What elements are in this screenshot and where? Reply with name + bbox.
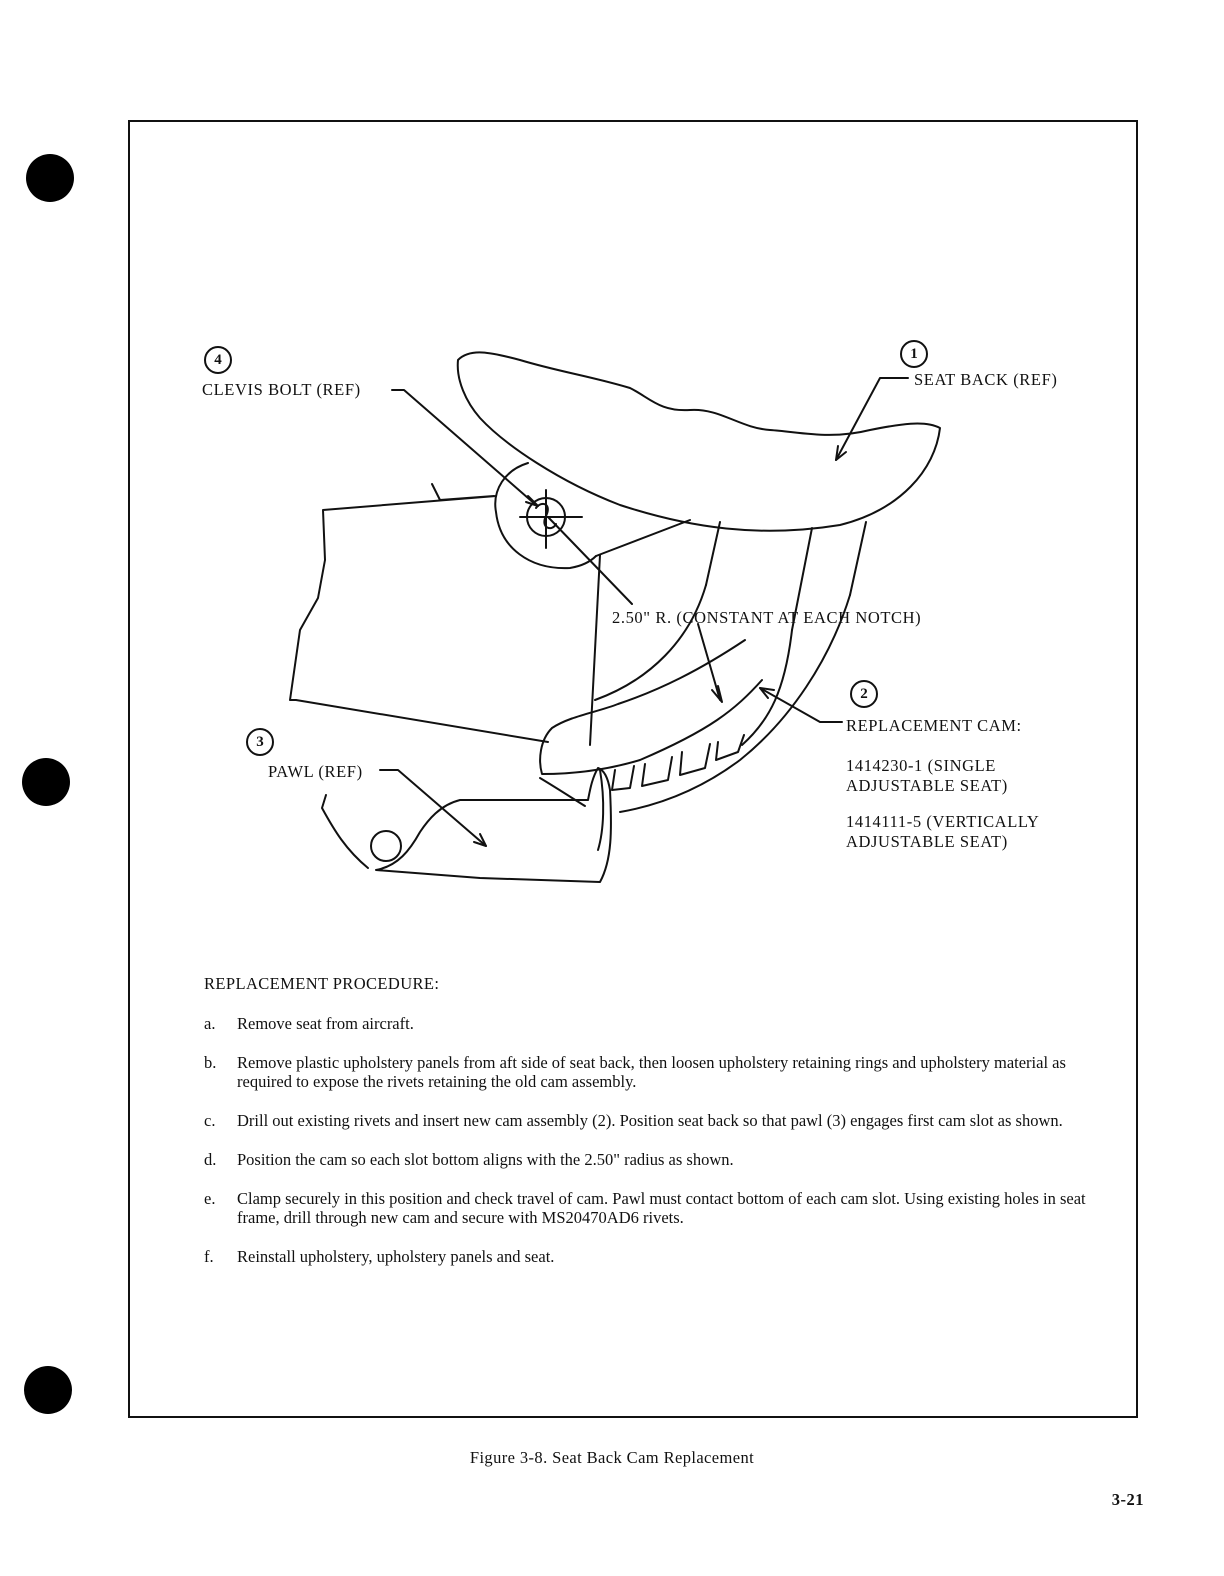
step-key: c. [204, 1111, 216, 1130]
step-text: Reinstall upholstery, upholstery panels and seat. [237, 1247, 555, 1266]
procedure-step [204, 1189, 1094, 1227]
step-text: Position the cam so each slot bottom aligns with the 2.50" radius as shown. [237, 1150, 734, 1169]
part-number-1-line1: 1414230-1 (SINGLE [846, 756, 996, 775]
step-text: Remove plastic upholstery panels from aft side of seat back, then loosen upholstery retaining rings and upholstery material as required to expose the rivets retaining the old cam assembly. [237, 1053, 1066, 1091]
replacement-procedure [204, 974, 1094, 1286]
leader-seat-back [836, 378, 908, 460]
callout-1: 1 [900, 340, 928, 368]
part-number-2-line1: 1414111-5 (VERTICALLY [846, 812, 1040, 831]
figure-caption: Figure 3-8. Seat Back Cam Replacement [469, 1448, 755, 1467]
replacement-cam [540, 640, 762, 774]
seat-back-label: SEAT BACK (REF) [914, 370, 1058, 389]
step-text: Remove seat from aircraft. [237, 1014, 414, 1033]
callout-3: 3 [246, 728, 274, 756]
procedure-step [204, 1247, 1094, 1266]
page-number: 3-21 [1111, 1490, 1144, 1509]
procedure-step [204, 1111, 1094, 1130]
part-number-1-line2: ADJUSTABLE SEAT) [846, 776, 1008, 795]
callout-4: 4 [204, 346, 232, 374]
seat-frame [290, 484, 548, 742]
procedure-step [204, 1014, 1094, 1033]
pawl-pivot-hole [371, 831, 401, 861]
radius-note: 2.50" R. (CONSTANT AT EACH NOTCH) [612, 608, 922, 627]
step-text: Drill out existing rivets and insert new cam assembly (2). Position seat back so that pawl (3) engages first cam slot as shown. [237, 1111, 1063, 1130]
callout-2: 2 [850, 680, 878, 708]
procedure-title: REPLACEMENT PROCEDURE: [204, 974, 440, 993]
step-key: b. [204, 1053, 217, 1072]
step-key: f. [204, 1247, 214, 1266]
replacement-cam-label: REPLACEMENT CAM: [846, 716, 1022, 735]
step-key: a. [204, 1014, 216, 1033]
pawl [376, 768, 611, 882]
pawl-label: PAWL (REF) [268, 762, 363, 781]
part-number-2-line2: ADJUSTABLE SEAT) [846, 832, 1008, 851]
step-key: d. [204, 1150, 217, 1169]
procedure-step [204, 1150, 1094, 1169]
clevis-bolt-label: CLEVIS BOLT (REF) [202, 380, 361, 399]
procedure-step [204, 1053, 1094, 1091]
step-text: Clamp securely in this position and check travel of cam. Pawl must contact bottom of each cam slot. Using existing holes in seat frame, drill through new cam and secure with MS20470AD6 rivets. [237, 1189, 1086, 1227]
step-key: e. [204, 1189, 216, 1208]
